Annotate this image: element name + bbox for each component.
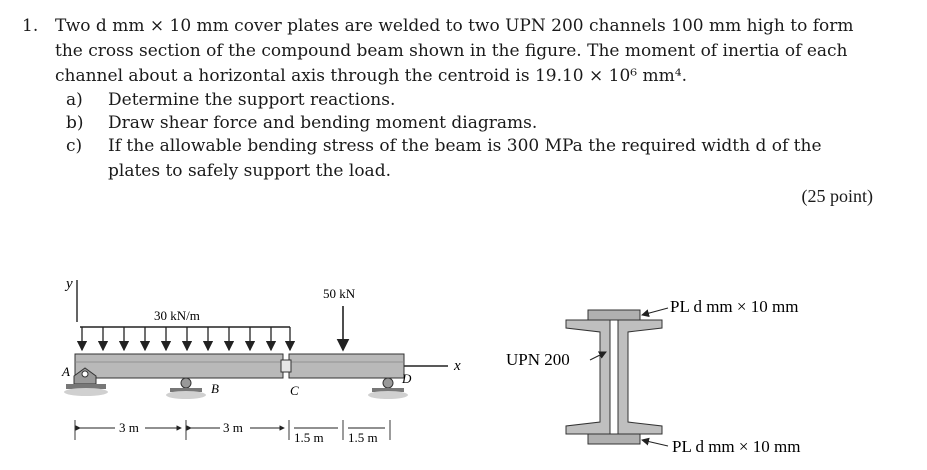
problem-line-3: channel about a horizontal axis through the centroid is 19.10 × 10⁶ mm⁴. xyxy=(55,66,687,86)
dimension-ab: 3 m xyxy=(119,420,139,435)
part-a-label: a) xyxy=(66,90,83,110)
point-b-label: B xyxy=(211,381,219,396)
point-d-label: D xyxy=(402,371,412,386)
points-label: (25 point) xyxy=(801,186,873,206)
section-channel-label: UPN 200 xyxy=(506,350,570,369)
dimension-bc: 3 m xyxy=(223,420,243,435)
section-bottom-plate-label: PL d mm × 10 mm xyxy=(672,437,801,456)
top-cover-plate xyxy=(588,310,640,320)
point-a-label: A xyxy=(62,364,70,379)
part-b-label: b) xyxy=(66,113,84,133)
part-a-text: Determine the support reactions. xyxy=(108,90,396,110)
bottom-cover-plate xyxy=(588,434,640,444)
part-c-text-2: plates to safely support the load. xyxy=(108,161,391,181)
beam-segment-cd xyxy=(289,354,404,378)
distributed-load-label: 30 kN/m xyxy=(154,308,200,323)
problem-line-1: Two d mm × 10 mm cover plates are welded to two UPN 200 channels 100 mm high to form xyxy=(55,16,854,36)
dimension-load-d: 1.5 m xyxy=(348,430,378,445)
beam-figure xyxy=(50,270,480,465)
dimension-c-load: 1.5 m xyxy=(294,430,324,445)
support-b xyxy=(166,378,206,399)
cross-section-figure xyxy=(500,290,900,470)
point-load-label: 50 kN xyxy=(323,286,356,301)
x-axis-label: x xyxy=(454,358,461,374)
part-c-text-1: If the allowable bending stress of the beam is 300 MPa the required width d of the xyxy=(108,136,822,156)
problem-line-2: the cross section of the compound beam shown in the figure. The moment of inertia of each xyxy=(55,41,848,61)
part-b-text: Draw shear force and bending moment diagrams. xyxy=(108,113,538,133)
part-c-label: c) xyxy=(66,136,83,156)
hinge-c xyxy=(281,360,291,372)
y-axis-label: y xyxy=(66,276,73,292)
beam-segment-ac xyxy=(75,354,283,378)
right-channel xyxy=(618,320,662,434)
section-top-plate-label: PL d mm × 10 mm xyxy=(670,297,799,316)
point-c-label: C xyxy=(290,383,299,398)
distributed-load-arrows xyxy=(82,327,290,350)
left-channel xyxy=(566,320,610,434)
question-number: 1. xyxy=(22,16,39,36)
